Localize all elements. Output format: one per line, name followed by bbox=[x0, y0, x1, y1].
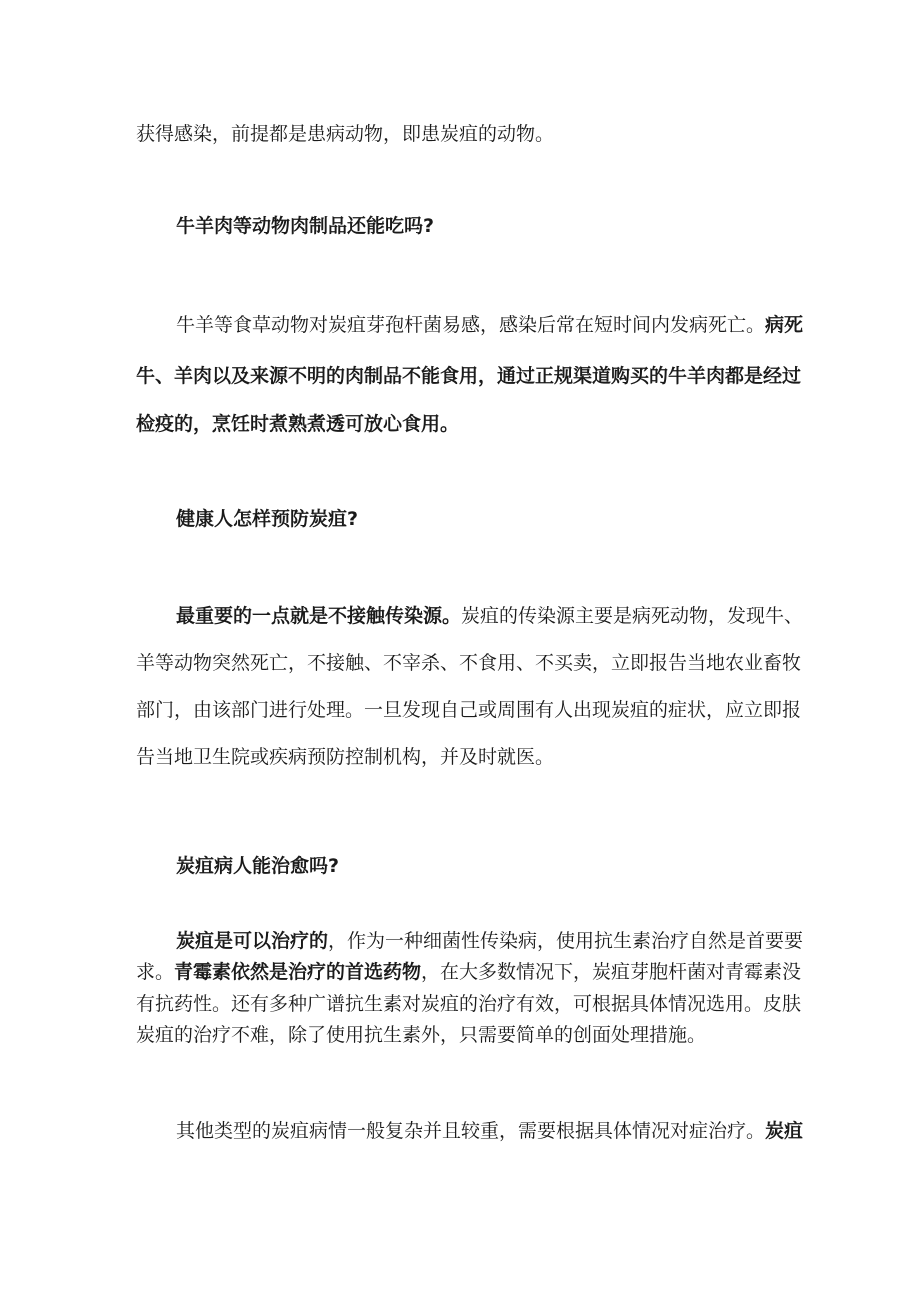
text-span: 羊等动物突然死亡，不接触、不宰杀、不食用、不买卖，立即报告当地农业畜牧 bbox=[136, 652, 802, 674]
heading-meat-safety bbox=[176, 214, 786, 238]
paragraph-treatment-line-2 bbox=[136, 960, 802, 984]
heading-meat-safety-text: 牛羊肉等动物肉制品还能吃吗? bbox=[176, 215, 435, 237]
paragraph-treatment-line-1 bbox=[176, 929, 804, 953]
bold-span: 牛、羊肉以及来源不明的肉制品不能食用，通过正规渠道购买的牛羊肉都是经过 bbox=[136, 365, 802, 387]
text-span: 牛羊等食草动物对炭疽芽孢杆菌易感，感染后常在短时间内发病死亡。 bbox=[176, 314, 766, 336]
paragraph-prevention-line-2 bbox=[136, 651, 802, 675]
paragraph-intro-tail bbox=[136, 122, 786, 146]
paragraph-prevention-line-3 bbox=[136, 698, 802, 722]
heading-curability-text: 炭疽病人能治愈吗? bbox=[176, 855, 340, 877]
text-span: 告当地卫生院或疾病预防控制机构，并及时就医。 bbox=[136, 746, 555, 768]
text-span: 其他类型的炭疽病情一般复杂并且较重，需要根据具体情况对症治疗。 bbox=[176, 1120, 766, 1142]
bold-span: 最重要的一点就是不接触传染源。 bbox=[176, 605, 462, 627]
bold-span: 病死 bbox=[765, 314, 804, 336]
text-span: ，作为一种细菌性传染病，使用抗生素治疗自然是首要要 bbox=[328, 930, 804, 952]
paragraph-treatment-line-3 bbox=[136, 992, 802, 1016]
text-span: 有抗药性。还有多种广谱抗生素对炭疽的治疗有效，可根据具体情况选用。皮肤 bbox=[136, 993, 802, 1015]
heading-prevention bbox=[176, 507, 786, 531]
bold-span: 炭疽是可以治疗的 bbox=[176, 930, 329, 952]
text-span: 炭疽的治疗不难，除了使用抗生素外，只需要简单的创面处理措施。 bbox=[136, 1024, 707, 1046]
text-span: 部门，由该部门进行处理。一旦发现自己或周围有人出现炭疽的症状，应立即报 bbox=[136, 699, 802, 721]
bold-span: 炭疽 bbox=[765, 1120, 804, 1142]
text-span: 炭疽的传染源主要是病死动物，发现牛、 bbox=[461, 605, 804, 627]
paragraph-meat-line-1 bbox=[176, 313, 804, 337]
heading-curability bbox=[176, 854, 786, 878]
bold-span: 检疫的，烹饪时煮熟煮透可放心食用。 bbox=[136, 413, 460, 435]
text-span: ，在大多数情况下，炭疽芽胞杆菌对青霉素没 bbox=[421, 961, 802, 983]
paragraph-meat-line-2 bbox=[136, 364, 802, 388]
paragraph-prevention-line-1 bbox=[176, 604, 804, 628]
text-span: 求。 bbox=[136, 961, 175, 983]
paragraph-prevention-line-4 bbox=[136, 745, 786, 769]
bold-span: 青霉素依然是治疗的首选药物 bbox=[174, 961, 422, 983]
heading-prevention-text: 健康人怎样预防炭疽? bbox=[176, 508, 359, 530]
paragraph-treatment-line-4 bbox=[136, 1023, 786, 1047]
text-intro-tail: 获得感染，前提都是患病动物，即患炭疽的动物。 bbox=[136, 123, 555, 145]
paragraph-meat-line-3 bbox=[136, 412, 786, 436]
paragraph-complex-cases-line-1 bbox=[176, 1119, 804, 1143]
